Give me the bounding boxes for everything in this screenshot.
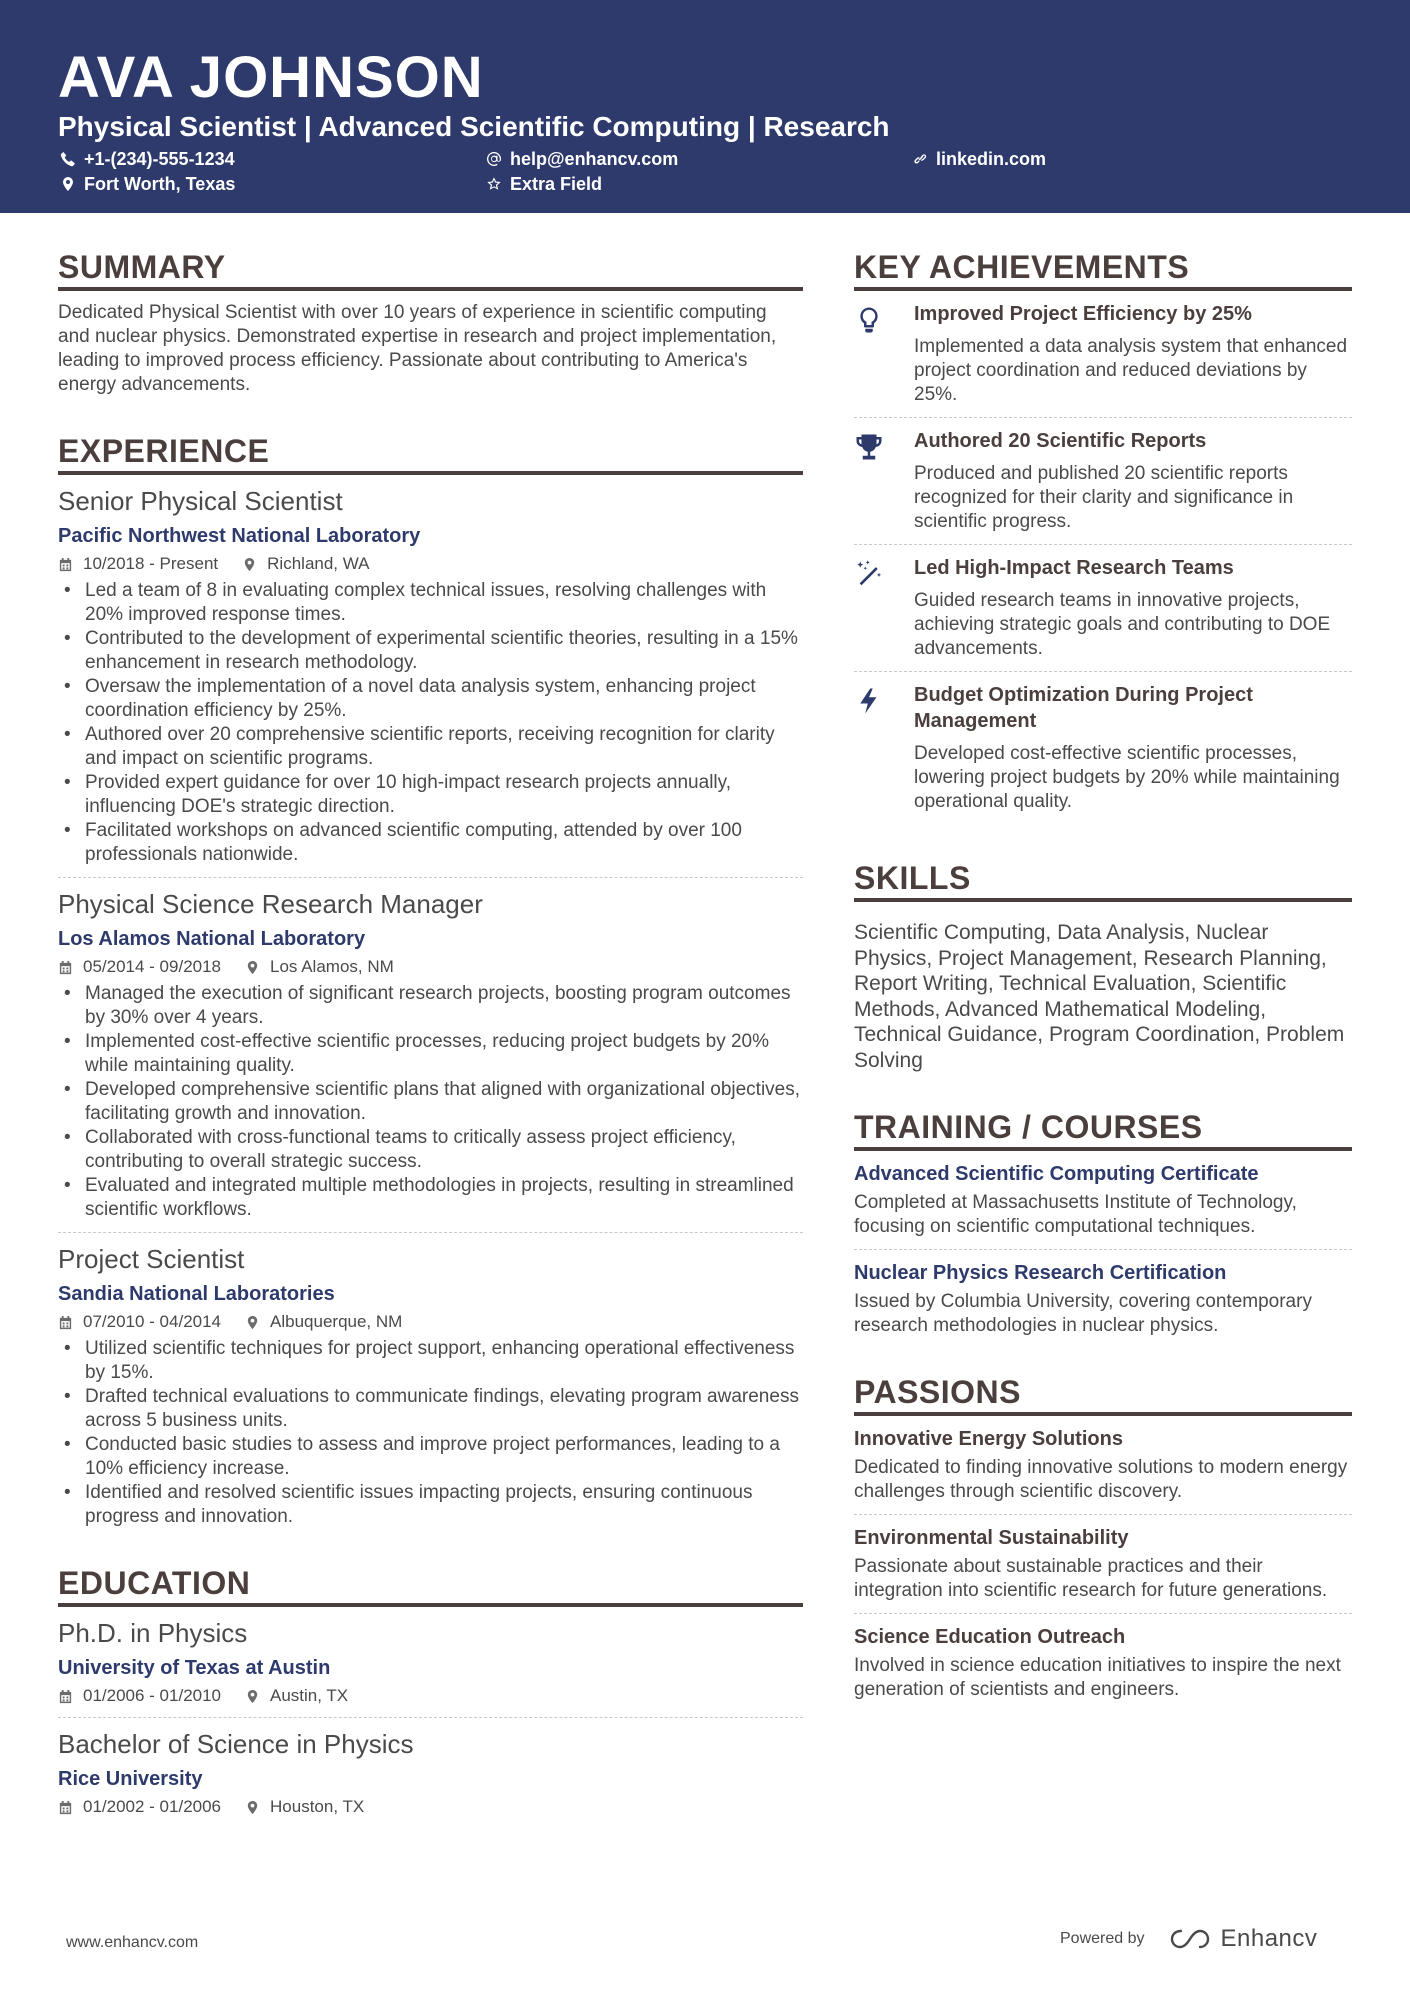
calendar-icon (58, 960, 73, 975)
map-pin-icon (245, 960, 260, 975)
divider (854, 1249, 1352, 1250)
job-bullet: • Evaluated and integrated multiple methodologies in projects, resulting in streamlined scientific workflows. (58, 1174, 803, 1222)
job-dates: 07/2010 - 04/2014 (83, 1312, 222, 1331)
degree-title: Ph.D. in Physics (58, 1618, 248, 1648)
education-location (245, 1685, 348, 1707)
education-meta (58, 1685, 803, 1707)
job-dates: 05/2014 - 09/2018 (83, 957, 222, 976)
job-bullet: • Implemented cost-effective scientific processes, reducing project budgets by 20% while maintaining quality. (58, 1030, 803, 1078)
training-section (854, 1073, 1352, 1338)
contact-extra (486, 173, 602, 195)
right-column (854, 213, 1352, 1702)
job-meta (58, 1311, 803, 1333)
star-icon (486, 176, 502, 192)
job-bullets (58, 982, 803, 1222)
contact-location (60, 173, 235, 195)
job-bullet: • Contributed to the development of experimental scientific theories, resulting in a 15% enhancement in research methodology. (58, 627, 803, 675)
achievement-item (854, 545, 1352, 672)
passion-text: Involved in science education initiatives to inspire the next generation of scientists and engineers. (854, 1655, 1341, 1700)
calendar-icon (58, 1800, 73, 1815)
achievement-item (854, 672, 1352, 824)
contact-phone (60, 148, 235, 170)
job-bullet: • Utilized scientific techniques for project support, enhancing operational effectiveness by 15%. (58, 1337, 803, 1385)
education-entry (58, 1728, 803, 1818)
lightbulb-icon (854, 305, 884, 335)
education-location (245, 1796, 364, 1818)
achievement-text: Guided research teams in innovative projects, achieving strategic goals and contributing to DOE advancements. (914, 590, 1331, 659)
course-text: Completed at Massachusetts Institute of Technology, focusing on scientific computational techniques. (854, 1192, 1297, 1237)
job-bullet: • Facilitated workshops on advanced scientific computing, attended by over 100 professionals nationwide. (58, 819, 803, 867)
achievement-text: Implemented a data analysis system that enhanced project coordination and reduced deviations by 25%. (914, 336, 1348, 405)
passion-title: Environmental Sustainability (854, 1527, 1129, 1549)
achievement-title: Budget Optimization During Project Management (914, 684, 1253, 732)
summary-section (58, 213, 803, 397)
skills-section (854, 824, 1352, 1073)
email-link[interactable]: help@enhancv.com (510, 149, 679, 169)
left-column (58, 213, 803, 1818)
phone-icon (60, 151, 76, 167)
map-pin-icon (245, 1800, 260, 1815)
passion-title: Science Education Outreach (854, 1626, 1126, 1648)
training-item (854, 1161, 1352, 1250)
school-name: Rice University (58, 1768, 203, 1790)
summary-text: Dedicated Physical Scientist with over 10 years of experience in scientific computing and nuclear physics. Demonstrated expertise in research and project implementation, leading to improved process efficiency. Passionate about contributing to America's energy advancements. (58, 302, 777, 395)
passion-title: Innovative Energy Solutions (854, 1428, 1123, 1450)
course-title: Advanced Scientific Computing Certificate (854, 1163, 1259, 1185)
footer-branding (1060, 1925, 1317, 1953)
course-text: Issued by Columbia University, covering contemporary research methodologies in nuclear physics. (854, 1291, 1312, 1336)
candidate-title: Physical Scientist | Advanced Scientific Computing | Research (58, 111, 890, 142)
job-bullets (58, 1337, 803, 1529)
contact-linkedin[interactable] (912, 148, 1046, 170)
linkedin-link[interactable]: linkedin.com (936, 149, 1047, 169)
passion-item (854, 1426, 1352, 1515)
divider (58, 1717, 803, 1718)
job-title: Project Scientist (58, 1244, 245, 1274)
map-pin-icon (245, 1315, 260, 1330)
job-bullet: • Identified and resolved scientific issues impacting projects, ensuring continuous progress and innovation. (58, 1481, 803, 1529)
job-location-text: Richland, WA (267, 554, 370, 573)
job-location-text: Los Alamos, NM (270, 957, 394, 976)
job-bullet: • Managed the execution of significant research projects, boosting program outcomes by 30% over 4 years. (58, 982, 803, 1030)
candidate-name: AVA JOHNSON (58, 45, 484, 110)
divider (854, 1613, 1352, 1614)
education-dates: 01/2006 - 01/2010 (83, 1686, 222, 1705)
calendar-icon (58, 1315, 73, 1330)
map-pin-icon (245, 1689, 260, 1704)
at-sign-icon (486, 151, 502, 167)
achievements-section (854, 213, 1352, 824)
company-name: Los Alamos National Laboratory (58, 928, 366, 950)
trophy-icon (854, 432, 884, 462)
footer-website-link[interactable]: www.enhancv.com (66, 1934, 199, 1951)
achievement-text: Produced and published 20 scientific reports recognized for their clarity and significance in scientific progress. (914, 463, 1294, 532)
link-icon (912, 151, 928, 167)
company-name: Sandia National Laboratories (58, 1283, 335, 1305)
phone-text: +1-(234)-555-1234 (84, 149, 235, 169)
map-pin-icon (242, 557, 257, 572)
achievement-item (854, 418, 1352, 545)
enhancv-logo-icon (1169, 1926, 1213, 1952)
education-heading: EDUCATION (58, 1529, 803, 1607)
passion-item (854, 1624, 1352, 1702)
experience-heading: EXPERIENCE (58, 397, 803, 475)
degree-title: Bachelor of Science in Physics (58, 1729, 414, 1759)
job-bullet: • Provided expert guidance for over 10 high-impact research projects annually, influencing DOE's strategic direction. (58, 771, 803, 819)
job-location (242, 553, 369, 575)
job-bullet: • Collaborated with cross-functional teams to critically assess project efficiency, contributing to overall strategic success. (58, 1126, 803, 1174)
company-name: Pacific Northwest National Laboratory (58, 525, 421, 547)
lightning-bolt-icon (854, 686, 884, 716)
passions-section (854, 1338, 1352, 1702)
contact-email[interactable] (486, 148, 678, 170)
enhancv-logo[interactable] (1169, 1925, 1318, 1953)
divider (58, 877, 803, 878)
extra-field-text: Extra Field (510, 174, 603, 194)
job-bullet: • Oversaw the implementation of a novel data analysis system, enhancing project coordination efficiency by 25%. (58, 675, 803, 723)
education-meta (58, 1796, 803, 1818)
job-dates: 10/2018 - Present (83, 554, 219, 573)
experience-entry (58, 888, 803, 1233)
summary-heading: SUMMARY (58, 213, 803, 291)
job-bullets (58, 579, 803, 867)
skills-text: Scientific Computing, Data Analysis, Nuclear Physics, Project Management, Research Planning, Report Writing, Technical Evaluation, Scientific Methods, Advanced Mathematical Modeling, Technical Guidance, Program Coordination, Problem Solving (854, 921, 1345, 1072)
job-bullet: • Developed comprehensive scientific plans that aligned with organizational objectives, facilitating growth and innovation. (58, 1078, 803, 1126)
map-pin-icon (60, 176, 76, 192)
job-meta (58, 553, 803, 575)
experience-entry (58, 485, 803, 878)
passion-text: Passionate about sustainable practices and their integration into scientific research for future generations. (854, 1556, 1328, 1601)
skills-heading: SKILLS (854, 824, 1352, 902)
job-meta (58, 956, 803, 978)
achievement-title: Improved Project Efficiency by 25% (914, 303, 1252, 325)
education-entry (58, 1617, 803, 1718)
passions-heading: PASSIONS (854, 1338, 1352, 1416)
magic-wand-icon (854, 559, 884, 589)
job-bullet: • Led a team of 8 in evaluating complex technical issues, resolving challenges with 20% improved response times. (58, 579, 803, 627)
course-title: Nuclear Physics Research Certification (854, 1262, 1227, 1284)
passion-item (854, 1525, 1352, 1614)
divider (58, 1232, 803, 1233)
brand-name: Enhancv (1220, 1925, 1318, 1952)
training-item (854, 1260, 1352, 1338)
passion-text: Dedicated to finding innovative solutions to modern energy challenges through scientific discovery. (854, 1457, 1348, 1502)
job-bullet: • Conducted basic studies to assess and improve project performances, leading to a 10% efficiency increase. (58, 1433, 803, 1481)
powered-by-label: Powered by (1060, 1930, 1145, 1947)
job-bullet: • Authored over 20 comprehensive scientific reports, receiving recognition for clarity and impact on scientific programs. (58, 723, 803, 771)
resume-header (0, 0, 1410, 213)
school-name: University of Texas at Austin (58, 1657, 331, 1679)
achievement-title: Authored 20 Scientific Reports (914, 430, 1207, 452)
achievement-text: Developed cost-effective scientific processes, lowering project budgets by 20% while maintaining operational quality. (914, 743, 1340, 812)
experience-section (58, 397, 803, 1529)
achievement-item (854, 291, 1352, 418)
job-location (245, 956, 394, 978)
achievement-title: Led High-Impact Research Teams (914, 557, 1234, 579)
job-bullet: • Drafted technical evaluations to communicate findings, elevating program awareness across 5 business units. (58, 1385, 803, 1433)
calendar-icon (58, 1689, 73, 1704)
job-title: Senior Physical Scientist (58, 486, 343, 516)
education-location-text: Austin, TX (270, 1686, 349, 1705)
job-title: Physical Science Research Manager (58, 889, 483, 919)
job-location-text: Albuquerque, NM (270, 1312, 403, 1331)
education-location-text: Houston, TX (270, 1797, 365, 1816)
achievements-heading: KEY ACHIEVEMENTS (854, 213, 1352, 291)
training-heading: TRAINING / COURSES (854, 1073, 1352, 1151)
education-dates: 01/2002 - 01/2006 (83, 1797, 222, 1816)
calendar-icon (58, 557, 73, 572)
job-location (245, 1311, 402, 1333)
location-text: Fort Worth, Texas (84, 174, 236, 194)
education-section (58, 1529, 803, 1818)
divider (854, 1514, 1352, 1515)
experience-entry (58, 1243, 803, 1529)
